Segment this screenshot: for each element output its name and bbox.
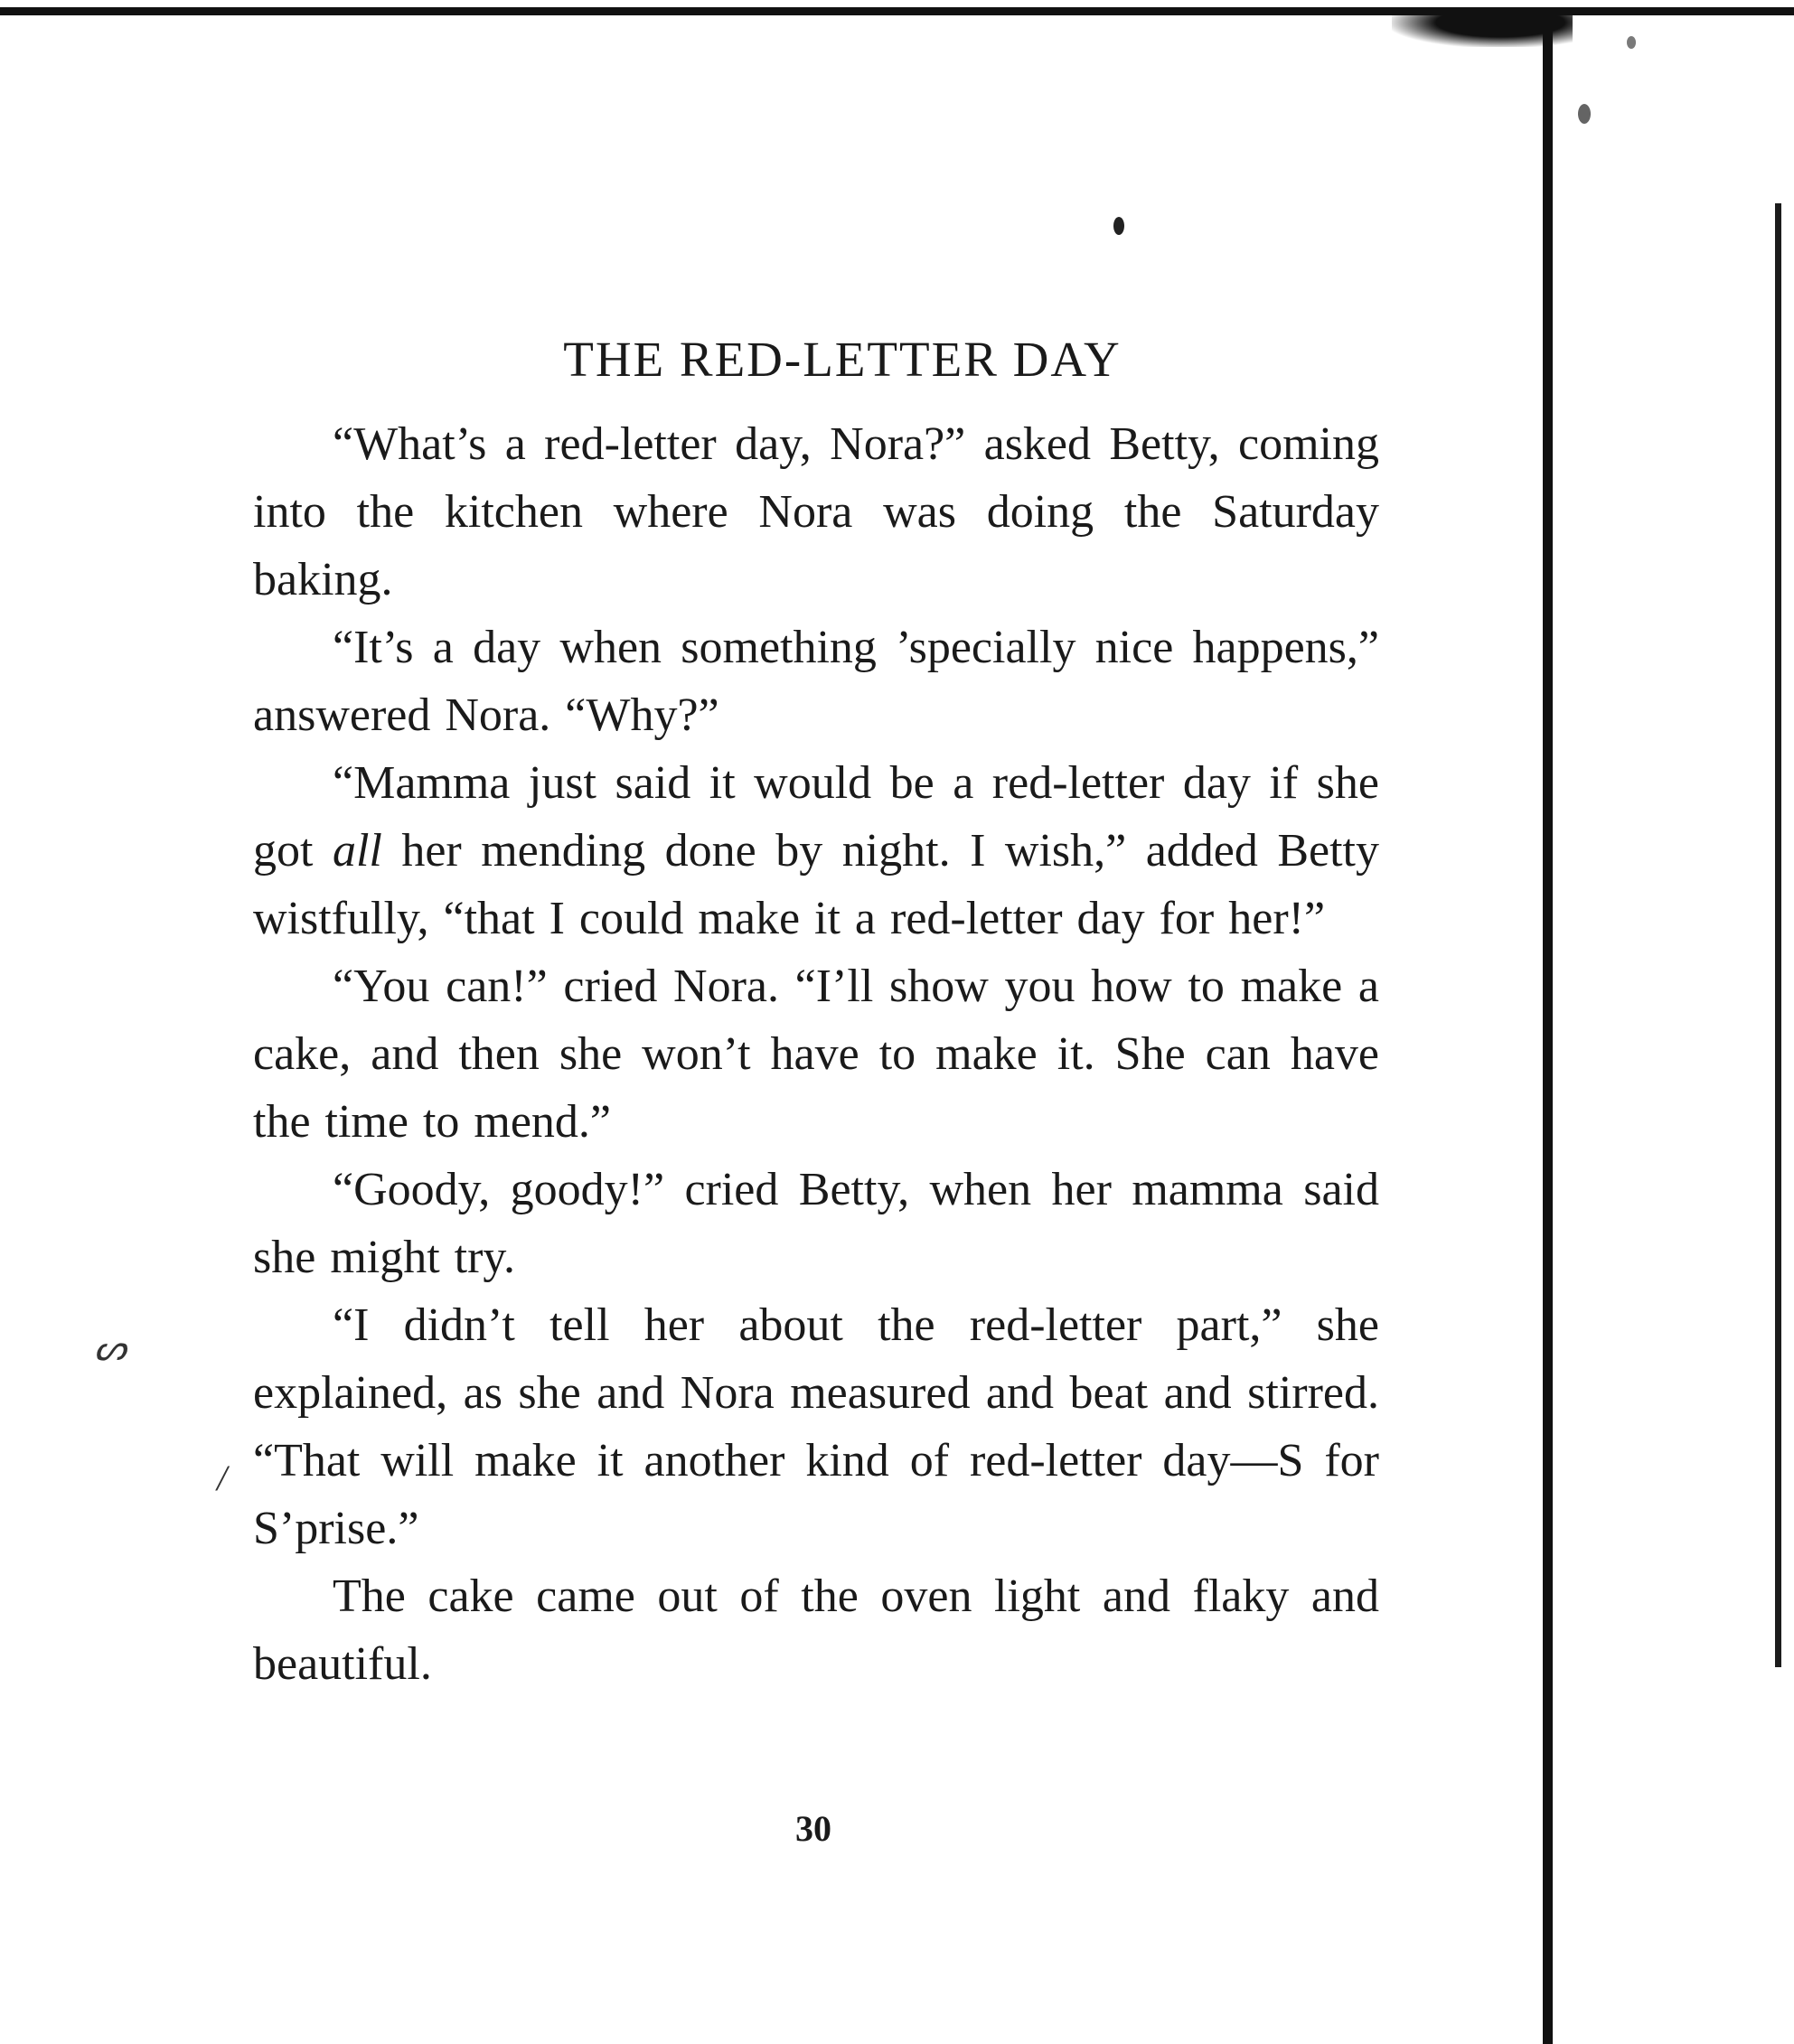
chapter-title: THE RED-LETTER DAY <box>563 332 1122 387</box>
page-number: 30 <box>795 1808 831 1849</box>
ink-speck <box>1578 104 1591 124</box>
paragraph: “It’s a day when something ’specially nice happens,” answered Nora. “Why?” <box>253 622 1379 741</box>
margin-mark: / <box>217 1458 228 1498</box>
paragraph: “What’s a red-letter day, Nora?” asked Betty, coming into the kitchen where Nora was doing the Saturday baking. <box>253 418 1379 605</box>
gutter-line <box>1543 13 1553 2044</box>
paragraph: “Mamma just said it would be a red-letter day if she got all her mending done by night. I wish,” added Betty wistfully, “that I could make it a red-letter day for her!” <box>253 757 1379 944</box>
ink-speck <box>1627 36 1636 49</box>
ink-speck <box>1113 217 1124 235</box>
paragraph: “You can!” cried Nora. “I’ll show you how to make a cake, and then she won’t have to make it. She can have the time to mend.” <box>253 961 1379 1148</box>
paragraph: “Goody, goody!” cried Betty, when her mamma said she might try. <box>253 1164 1379 1283</box>
emphasis: all <box>332 825 382 877</box>
paragraph: “I didn’t tell her about the red-letter part,” she explained, as she and Nora measured and beat and stirred. “That will make it another kind of red-letter day—S for S’prise.” <box>253 1299 1379 1554</box>
paragraph: The cake came out of the oven light and flaky and beautiful. <box>253 1571 1379 1690</box>
page-body <box>253 325 1379 1698</box>
page-edge <box>1775 203 1781 1667</box>
margin-mark: ᔕ <box>94 1327 127 1368</box>
